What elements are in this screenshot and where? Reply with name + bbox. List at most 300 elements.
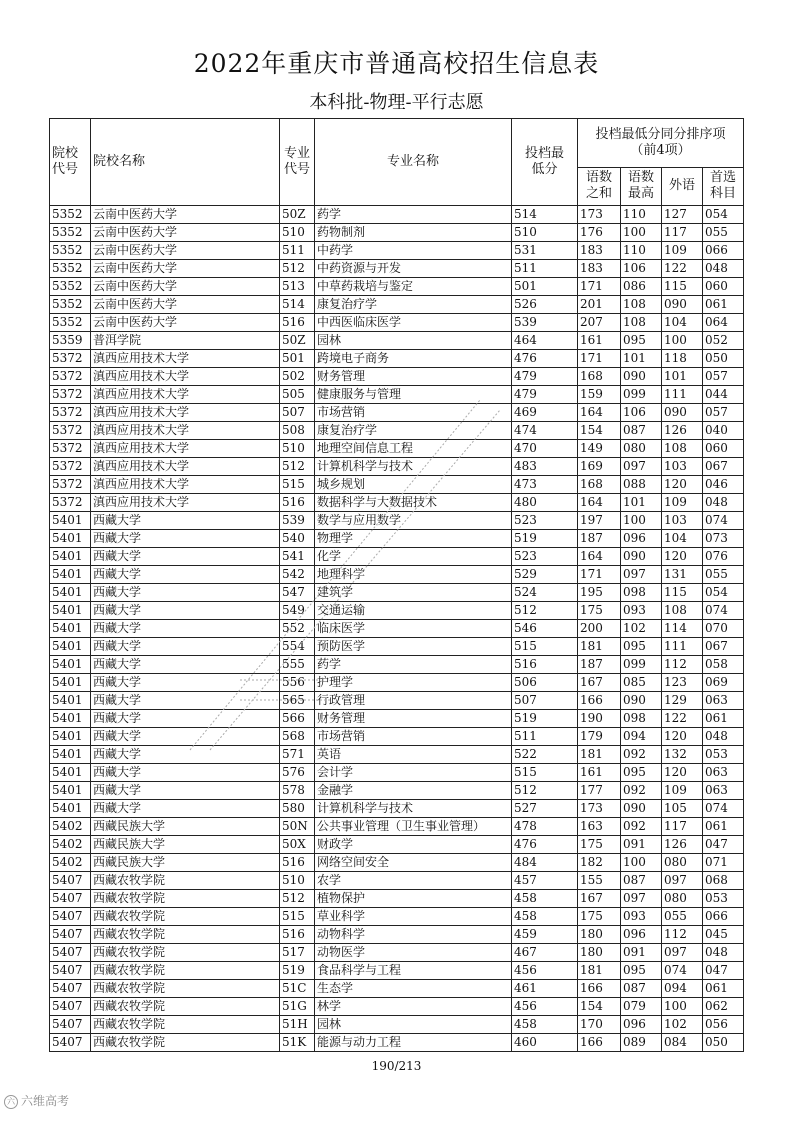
cell-sum: 173 [578, 206, 621, 224]
cell-school-name: 西藏农牧学院 [91, 980, 280, 998]
header-sub-foreign-language: 外语 [662, 167, 703, 205]
cell-major-code: 513 [280, 278, 315, 296]
cell-min-score: 460 [512, 1034, 578, 1052]
cell-school-code: 5401 [50, 674, 91, 692]
cell-foreign: 120 [662, 476, 703, 494]
table-row [50, 422, 744, 440]
cell-min-score: 516 [512, 656, 578, 674]
cell-school-name: 西藏大学 [91, 692, 280, 710]
cell-foreign: 100 [662, 998, 703, 1016]
table-row [50, 908, 744, 926]
cell-major-code: 516 [280, 926, 315, 944]
cell-min-score: 506 [512, 674, 578, 692]
header-min-score: 投档最低分 [512, 119, 578, 206]
cell-max: 106 [621, 260, 662, 278]
cell-foreign: 115 [662, 584, 703, 602]
cell-school-name: 滇西应用技术大学 [91, 350, 280, 368]
cell-major-code: 50Z [280, 332, 315, 350]
cell-major-code: 502 [280, 368, 315, 386]
cell-school-name: 西藏大学 [91, 800, 280, 818]
cell-major-name: 预防医学 [315, 638, 512, 656]
cell-foreign: 123 [662, 674, 703, 692]
cell-school-name: 滇西应用技术大学 [91, 422, 280, 440]
cell-first-subject: 061 [703, 296, 744, 314]
cell-major-code: 541 [280, 548, 315, 566]
cell-foreign: 112 [662, 926, 703, 944]
cell-foreign: 105 [662, 800, 703, 818]
cell-school-name: 西藏大学 [91, 584, 280, 602]
cell-first-subject: 040 [703, 422, 744, 440]
table-row [50, 476, 744, 494]
admission-table [49, 118, 744, 1052]
cell-first-subject: 068 [703, 872, 744, 890]
cell-foreign: 115 [662, 278, 703, 296]
cell-sum: 207 [578, 314, 621, 332]
cell-major-code: 516 [280, 314, 315, 332]
table-row [50, 368, 744, 386]
cell-first-subject: 071 [703, 854, 744, 872]
cell-major-name: 食品科学与工程 [315, 962, 512, 980]
cell-major-name: 药学 [315, 656, 512, 674]
cell-major-code: 512 [280, 458, 315, 476]
cell-school-code: 5407 [50, 962, 91, 980]
cell-school-name: 西藏农牧学院 [91, 944, 280, 962]
table-row [50, 440, 744, 458]
cell-major-name: 物理学 [315, 530, 512, 548]
cell-first-subject: 053 [703, 746, 744, 764]
cell-major-code: 515 [280, 908, 315, 926]
cell-max: 096 [621, 1016, 662, 1034]
cell-sum: 166 [578, 692, 621, 710]
cell-sum: 169 [578, 458, 621, 476]
cell-major-code: 540 [280, 530, 315, 548]
cell-max: 087 [621, 872, 662, 890]
cell-school-code: 5407 [50, 980, 91, 998]
table-row [50, 386, 744, 404]
cell-school-name: 西藏大学 [91, 728, 280, 746]
cell-min-score: 476 [512, 350, 578, 368]
cell-sum: 180 [578, 944, 621, 962]
cell-school-name: 滇西应用技术大学 [91, 476, 280, 494]
table-row [50, 260, 744, 278]
cell-first-subject: 074 [703, 602, 744, 620]
cell-max: 085 [621, 674, 662, 692]
cell-sum: 175 [578, 836, 621, 854]
cell-major-code: 565 [280, 692, 315, 710]
cell-foreign: 117 [662, 818, 703, 836]
cell-school-name: 西藏农牧学院 [91, 890, 280, 908]
cell-major-name: 财务管理 [315, 710, 512, 728]
cell-max: 088 [621, 476, 662, 494]
cell-min-score: 523 [512, 512, 578, 530]
cell-school-code: 5401 [50, 710, 91, 728]
cell-foreign: 122 [662, 260, 703, 278]
cell-foreign: 084 [662, 1034, 703, 1052]
cell-min-score: 461 [512, 980, 578, 998]
cell-min-score: 539 [512, 314, 578, 332]
cell-foreign: 104 [662, 530, 703, 548]
cell-foreign: 094 [662, 980, 703, 998]
cell-min-score: 519 [512, 530, 578, 548]
cell-major-name: 行政管理 [315, 692, 512, 710]
table-row [50, 494, 744, 512]
cell-max: 090 [621, 548, 662, 566]
cell-major-code: 515 [280, 476, 315, 494]
cell-major-code: 50X [280, 836, 315, 854]
cell-min-score: 526 [512, 296, 578, 314]
cell-first-subject: 044 [703, 386, 744, 404]
cell-max: 080 [621, 440, 662, 458]
cell-major-code: 516 [280, 494, 315, 512]
cell-school-name: 普洱学院 [91, 332, 280, 350]
cell-major-name: 建筑学 [315, 584, 512, 602]
cell-sum: 168 [578, 368, 621, 386]
cell-sum: 168 [578, 476, 621, 494]
cell-school-code: 5372 [50, 440, 91, 458]
cell-major-name: 数学与应用数学 [315, 512, 512, 530]
cell-major-name: 康复治疗学 [315, 296, 512, 314]
cell-min-score: 456 [512, 998, 578, 1016]
cell-foreign: 111 [662, 638, 703, 656]
cell-major-name: 健康服务与管理 [315, 386, 512, 404]
cell-school-code: 5401 [50, 692, 91, 710]
cell-sum: 171 [578, 278, 621, 296]
cell-min-score: 501 [512, 278, 578, 296]
cell-school-code: 5402 [50, 854, 91, 872]
cell-sum: 187 [578, 530, 621, 548]
cell-min-score: 510 [512, 224, 578, 242]
cell-school-code: 5407 [50, 872, 91, 890]
cell-foreign: 100 [662, 332, 703, 350]
cell-major-code: 552 [280, 620, 315, 638]
cell-min-score: 529 [512, 566, 578, 584]
cell-min-score: 458 [512, 890, 578, 908]
cell-major-name: 网络空间安全 [315, 854, 512, 872]
cell-max: 090 [621, 692, 662, 710]
cell-max: 090 [621, 368, 662, 386]
cell-major-name: 康复治疗学 [315, 422, 512, 440]
cell-major-name: 临床医学 [315, 620, 512, 638]
cell-first-subject: 069 [703, 674, 744, 692]
cell-sum: 175 [578, 602, 621, 620]
cell-sum: 187 [578, 656, 621, 674]
cell-school-code: 5401 [50, 782, 91, 800]
cell-school-code: 5407 [50, 926, 91, 944]
cell-max: 097 [621, 566, 662, 584]
site-watermark [4, 1092, 69, 1109]
cell-sum: 161 [578, 332, 621, 350]
table-row [50, 206, 744, 224]
table-row [50, 854, 744, 872]
cell-first-subject: 052 [703, 332, 744, 350]
cell-sum: 163 [578, 818, 621, 836]
cell-major-name: 中草药栽培与鉴定 [315, 278, 512, 296]
cell-first-subject: 066 [703, 908, 744, 926]
cell-max: 079 [621, 998, 662, 1016]
cell-first-subject: 054 [703, 206, 744, 224]
cell-major-code: 50N [280, 818, 315, 836]
cell-foreign: 114 [662, 620, 703, 638]
cell-school-code: 5401 [50, 512, 91, 530]
table-row [50, 1016, 744, 1034]
cell-major-code: 578 [280, 782, 315, 800]
cell-min-score: 470 [512, 440, 578, 458]
cell-first-subject: 062 [703, 998, 744, 1016]
cell-school-code: 5407 [50, 908, 91, 926]
table-row [50, 566, 744, 584]
logo-icon: 六 [4, 1095, 18, 1109]
cell-school-code: 5352 [50, 242, 91, 260]
cell-sum: 173 [578, 800, 621, 818]
table-row [50, 818, 744, 836]
cell-school-code: 5401 [50, 530, 91, 548]
cell-foreign: 117 [662, 224, 703, 242]
table-row [50, 404, 744, 422]
cell-major-name: 地理空间信息工程 [315, 440, 512, 458]
cell-school-name: 云南中医药大学 [91, 242, 280, 260]
cell-max: 091 [621, 836, 662, 854]
cell-foreign: 080 [662, 854, 703, 872]
cell-foreign: 080 [662, 890, 703, 908]
cell-sum: 159 [578, 386, 621, 404]
cell-min-score: 480 [512, 494, 578, 512]
cell-school-code: 5407 [50, 1034, 91, 1052]
cell-first-subject: 055 [703, 566, 744, 584]
cell-first-subject: 047 [703, 962, 744, 980]
cell-min-score: 523 [512, 548, 578, 566]
cell-foreign: 090 [662, 404, 703, 422]
cell-min-score: 512 [512, 782, 578, 800]
cell-school-code: 5401 [50, 800, 91, 818]
cell-major-code: 549 [280, 602, 315, 620]
cell-major-name: 动物医学 [315, 944, 512, 962]
cell-first-subject: 063 [703, 764, 744, 782]
cell-min-score: 484 [512, 854, 578, 872]
table-row [50, 242, 744, 260]
cell-foreign: 126 [662, 836, 703, 854]
cell-first-subject: 074 [703, 512, 744, 530]
cell-major-name: 化学 [315, 548, 512, 566]
cell-sum: 183 [578, 242, 621, 260]
cell-major-code: 542 [280, 566, 315, 584]
cell-school-code: 5372 [50, 476, 91, 494]
cell-max: 092 [621, 746, 662, 764]
table-row [50, 998, 744, 1016]
cell-major-name: 农学 [315, 872, 512, 890]
header-major-code: 专业代号 [280, 119, 315, 206]
cell-major-code: 51G [280, 998, 315, 1016]
table-row [50, 746, 744, 764]
table-row [50, 548, 744, 566]
table-row [50, 584, 744, 602]
cell-first-subject: 061 [703, 818, 744, 836]
cell-max: 093 [621, 908, 662, 926]
cell-school-name: 西藏农牧学院 [91, 926, 280, 944]
table-body [50, 206, 744, 1052]
cell-max: 092 [621, 782, 662, 800]
page-subtitle: 本科批-物理-平行志愿 [309, 92, 484, 113]
cell-major-code: 519 [280, 962, 315, 980]
cell-foreign: 097 [662, 944, 703, 962]
cell-foreign: 108 [662, 602, 703, 620]
cell-first-subject: 061 [703, 710, 744, 728]
cell-max: 108 [621, 296, 662, 314]
cell-major-name: 市场营销 [315, 404, 512, 422]
cell-min-score: 522 [512, 746, 578, 764]
cell-min-score: 514 [512, 206, 578, 224]
cell-school-name: 西藏大学 [91, 620, 280, 638]
cell-foreign: 103 [662, 458, 703, 476]
table-row [50, 332, 744, 350]
cell-first-subject: 066 [703, 242, 744, 260]
table-row [50, 800, 744, 818]
cell-sum: 171 [578, 350, 621, 368]
cell-school-code: 5401 [50, 566, 91, 584]
cell-first-subject: 060 [703, 278, 744, 296]
cell-major-name: 金融学 [315, 782, 512, 800]
cell-foreign: 103 [662, 512, 703, 530]
cell-max: 094 [621, 728, 662, 746]
cell-foreign: 090 [662, 296, 703, 314]
cell-max: 096 [621, 926, 662, 944]
cell-first-subject: 047 [703, 836, 744, 854]
cell-foreign: 112 [662, 656, 703, 674]
cell-min-score: 515 [512, 764, 578, 782]
cell-school-name: 西藏大学 [91, 530, 280, 548]
cell-major-name: 药物制剂 [315, 224, 512, 242]
cell-foreign: 120 [662, 764, 703, 782]
cell-school-code: 5372 [50, 422, 91, 440]
cell-sum: 179 [578, 728, 621, 746]
cell-sum: 190 [578, 710, 621, 728]
cell-min-score: 483 [512, 458, 578, 476]
cell-foreign: 120 [662, 728, 703, 746]
header-school-name: 院校名称 [91, 119, 280, 206]
cell-first-subject: 045 [703, 926, 744, 944]
cell-max: 092 [621, 818, 662, 836]
cell-max: 098 [621, 584, 662, 602]
cell-max: 098 [621, 710, 662, 728]
table-row [50, 314, 744, 332]
cell-sum: 197 [578, 512, 621, 530]
cell-school-code: 5352 [50, 278, 91, 296]
page-title: 2022年重庆市普通高校招生信息表 [193, 49, 600, 78]
cell-foreign: 131 [662, 566, 703, 584]
cell-school-code: 5407 [50, 998, 91, 1016]
cell-max: 086 [621, 278, 662, 296]
cell-max: 110 [621, 242, 662, 260]
cell-foreign: 118 [662, 350, 703, 368]
watermark-text: 六维高考 [21, 1094, 70, 1108]
cell-first-subject: 073 [703, 530, 744, 548]
cell-school-name: 云南中医药大学 [91, 224, 280, 242]
cell-major-code: 510 [280, 872, 315, 890]
cell-min-score: 511 [512, 260, 578, 278]
cell-major-name: 财务管理 [315, 368, 512, 386]
cell-first-subject: 061 [703, 980, 744, 998]
cell-school-code: 5402 [50, 818, 91, 836]
cell-max: 097 [621, 458, 662, 476]
cell-school-code: 5372 [50, 350, 91, 368]
cell-max: 100 [621, 224, 662, 242]
cell-first-subject: 076 [703, 548, 744, 566]
cell-sum: 166 [578, 980, 621, 998]
cell-school-name: 西藏大学 [91, 764, 280, 782]
cell-foreign: 104 [662, 314, 703, 332]
header-major-name: 专业名称 [315, 119, 512, 206]
cell-major-code: 516 [280, 854, 315, 872]
cell-school-name: 滇西应用技术大学 [91, 458, 280, 476]
cell-major-code: 501 [280, 350, 315, 368]
cell-sum: 195 [578, 584, 621, 602]
cell-sum: 167 [578, 890, 621, 908]
cell-max: 110 [621, 206, 662, 224]
cell-min-score: 531 [512, 242, 578, 260]
cell-major-name: 林学 [315, 998, 512, 1016]
table-row [50, 638, 744, 656]
header-school-code: 院校代号 [50, 119, 91, 206]
table-row [50, 692, 744, 710]
cell-min-score: 476 [512, 836, 578, 854]
cell-foreign: 120 [662, 548, 703, 566]
header-tie-group [578, 119, 744, 168]
cell-min-score: 507 [512, 692, 578, 710]
cell-min-score: 546 [512, 620, 578, 638]
cell-min-score: 464 [512, 332, 578, 350]
cell-max: 089 [621, 1034, 662, 1052]
cell-foreign: 074 [662, 962, 703, 980]
cell-school-code: 5401 [50, 602, 91, 620]
cell-school-name: 西藏大学 [91, 710, 280, 728]
cell-major-name: 交通运输 [315, 602, 512, 620]
cell-school-name: 云南中医药大学 [91, 260, 280, 278]
cell-first-subject: 055 [703, 224, 744, 242]
cell-major-name: 园林 [315, 1016, 512, 1034]
cell-sum: 200 [578, 620, 621, 638]
cell-school-code: 5401 [50, 548, 91, 566]
cell-min-score: 457 [512, 872, 578, 890]
cell-min-score: 515 [512, 638, 578, 656]
table-row [50, 602, 744, 620]
header-tie-group-title: 投档最低分同分排序项 [595, 126, 726, 142]
cell-school-name: 西藏大学 [91, 638, 280, 656]
cell-major-code: 517 [280, 944, 315, 962]
header-tie-group-note: （前4项） [630, 142, 691, 158]
cell-major-code: 556 [280, 674, 315, 692]
cell-school-code: 5401 [50, 584, 91, 602]
cell-major-name: 计算机科学与技术 [315, 458, 512, 476]
cell-school-name: 西藏大学 [91, 602, 280, 620]
cell-school-name: 西藏农牧学院 [91, 872, 280, 890]
cell-foreign: 109 [662, 494, 703, 512]
cell-major-name: 中西医临床医学 [315, 314, 512, 332]
cell-first-subject: 058 [703, 656, 744, 674]
cell-school-name: 西藏大学 [91, 746, 280, 764]
cell-foreign: 108 [662, 440, 703, 458]
cell-school-name: 西藏农牧学院 [91, 1016, 280, 1034]
cell-school-name: 云南中医药大学 [91, 206, 280, 224]
cell-school-name: 滇西应用技术大学 [91, 386, 280, 404]
cell-school-code: 5372 [50, 494, 91, 512]
cell-school-name: 云南中医药大学 [91, 314, 280, 332]
header-sub-first-subject: 首选科目 [703, 167, 744, 205]
cell-major-code: 507 [280, 404, 315, 422]
cell-school-name: 滇西应用技术大学 [91, 440, 280, 458]
cell-max: 087 [621, 422, 662, 440]
table-row [50, 674, 744, 692]
cell-min-score: 458 [512, 908, 578, 926]
cell-major-name: 财政学 [315, 836, 512, 854]
